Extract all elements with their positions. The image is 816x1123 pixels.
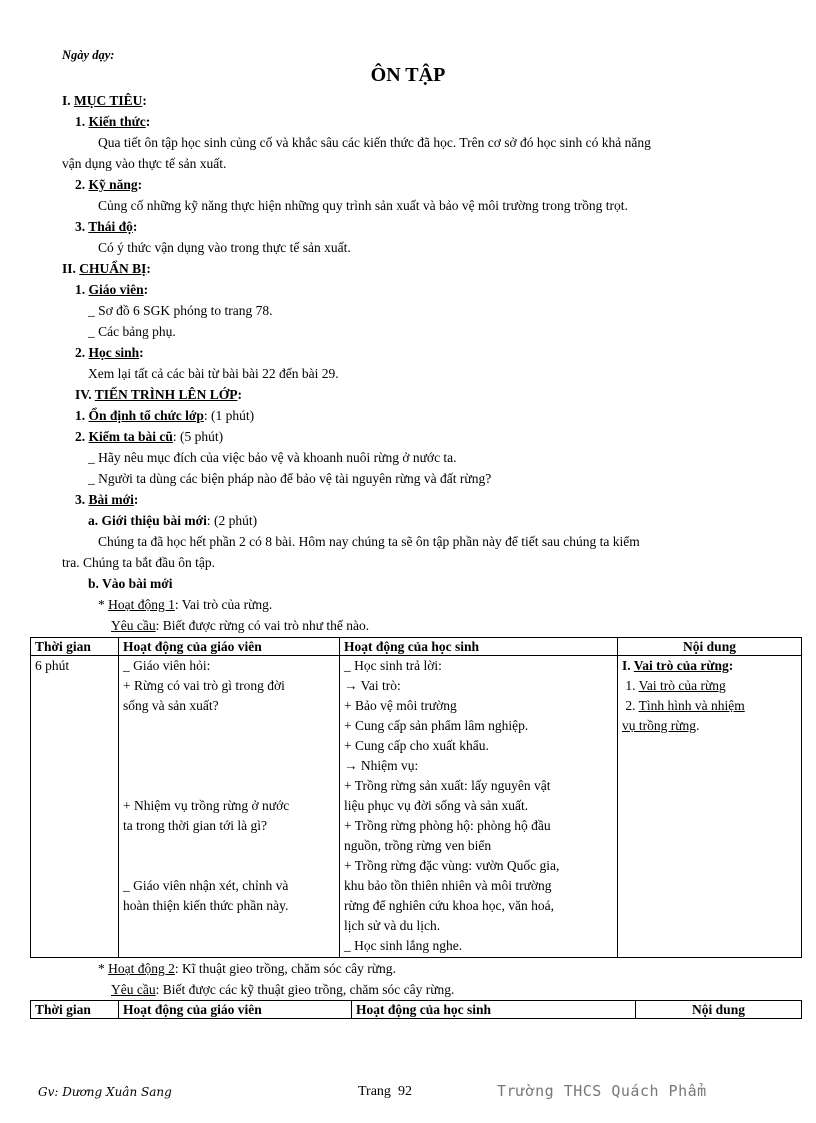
student-line: khu bảo tồn thiên nhiên và môi trường — [344, 878, 552, 893]
gioi-thieu-text-2: tra. Chúng ta bắt đầu ôn tập. — [62, 555, 215, 570]
heading-giao-vien: 1. Giáo viên: — [75, 282, 149, 297]
content-item-2-cont: vụ trồng rừng. — [622, 718, 700, 733]
student-line: + Trồng rừng phòng hộ: phòng hộ đầu — [344, 818, 551, 833]
student-line: lịch sử và du lịch. — [344, 918, 441, 933]
teacher-line: + Rừng có vai trò gì trong đời — [123, 678, 285, 693]
student-line: liệu phục vụ đời sống và sản xuất. — [344, 798, 529, 813]
gioi-thieu-line: a. Giới thiệu bài mới: (2 phút) — [88, 513, 258, 528]
kien-thuc-line-2: vận dụng vào thực tế sản xuất. — [62, 156, 227, 171]
cell-content — [618, 656, 802, 958]
gioi-thieu-text-1: Chúng ta đã học hết phần 2 có 8 bài. Hôm nay chúng ta sẽ ôn tập phần này để tiết sau chúng ta kiểm — [98, 534, 640, 549]
teacher-line: _ Giáo viên hỏi: — [123, 658, 211, 673]
header-teacher: Hoạt động của giáo viên — [119, 638, 340, 656]
header-content: Nội dung — [636, 1001, 802, 1019]
giao-vien-item-2: _ Các bảng phụ. — [88, 324, 176, 339]
teacher-line: sống và sản xuất? — [123, 698, 219, 713]
header-teacher: Hoạt động của giáo viên — [119, 1001, 352, 1019]
teacher-line: + Nhiệm vụ trồng rừng ở nước — [123, 798, 290, 813]
student-line: → Vai trò: — [344, 678, 401, 693]
yeu-cau-2-line: Yêu cầu: Biết được các kỹ thuật gieo trồng, chăm sóc cây rừng. — [111, 982, 455, 997]
yeu-cau-1-line: Yêu cầu: Biết được rừng có vai trò như thế nào. — [111, 618, 370, 633]
heading-hoc-sinh: 2. Học sinh: — [75, 345, 144, 360]
date-label: Ngày dạy: — [62, 48, 115, 62]
spacer — [123, 716, 335, 756]
spacer — [123, 756, 335, 796]
thai-do-text: Có ý thức vận dụng vào trong thực tế sản xuất. — [98, 240, 351, 255]
heading-kien-thuc: 1. Kiến thức: — [75, 114, 151, 129]
teacher-line: _ Giáo viên nhận xét, chỉnh và — [123, 878, 289, 893]
student-line: + Bảo vệ môi trường — [344, 698, 457, 713]
header-time: Thời gian — [31, 1001, 119, 1019]
spacer — [123, 836, 335, 876]
student-line: _ Học sinh lắng nghe. — [344, 938, 463, 953]
hoc-sinh-text: Xem lại tất cả các bài từ bài bài 22 đến bài 29. — [88, 366, 339, 381]
teacher-line: hoàn thiện kiến thức phần này. — [123, 898, 289, 913]
student-line: → Nhiệm vụ: — [344, 758, 419, 773]
header-time: Thời gian — [31, 638, 119, 656]
footer-teacher-signature: Gv: Dương Xuân Sang — [38, 1085, 172, 1099]
page-number: Trang 92 — [358, 1084, 412, 1099]
student-line: + Trồng rừng đặc vùng: vườn Quốc gia, — [344, 858, 560, 873]
content-title: I. Vai trò của rừng: — [622, 658, 734, 673]
cell-time: 6 phút — [31, 656, 119, 958]
student-line: + Trồng rừng sản xuất: lấy nguyên vật — [344, 778, 551, 793]
vao-bai-moi-heading: b. Vào bài mới — [88, 576, 173, 591]
heading-bai-moi: 3. Bài mới: — [75, 492, 139, 507]
header-content: Nội dung — [618, 638, 802, 656]
hoat-dong-2-line: * Hoạt động 2: Kĩ thuật gieo trồng, chăm sóc cây rừng. — [98, 961, 396, 976]
giao-vien-item-1: _ Sơ đồ 6 SGK phóng to trang 78. — [88, 303, 273, 318]
section-2-heading: II. CHUẨN BỊ: — [62, 261, 151, 276]
content-item-2: 2. Tình hình và nhiệm — [625, 698, 745, 713]
kiem-tra-question-1: _ Hãy nêu mục đích của việc bảo vệ và khoanh nuôi rừng ở nước ta. — [88, 450, 457, 465]
section-1-heading: I. MỤC TIÊU: — [62, 93, 147, 108]
on-dinh-line: 1. Ổn định tổ chức lớp: (1 phút) — [75, 408, 255, 423]
footer-school-name: Trường THCS Quách Phẩm — [497, 1082, 707, 1100]
table-row — [31, 656, 802, 958]
student-line: rừng để nghiên cứu khoa học, văn hoá, — [344, 898, 554, 913]
teacher-line: ta trong thời gian tới là gì? — [123, 818, 267, 833]
header-student: Hoạt động của học sinh — [340, 638, 618, 656]
section-4-heading: IV. TIẾN TRÌNH LÊN LỚP: — [75, 387, 242, 402]
hoat-dong-1-line: * Hoạt động 1: Vai trò của rừng. — [98, 597, 273, 612]
lesson-table-1 — [30, 637, 802, 958]
student-line: _ Học sinh trả lời: — [344, 658, 442, 673]
cell-teacher-activity — [119, 656, 340, 958]
student-line: + Cung cấp sản phẩm lâm nghiệp. — [344, 718, 529, 733]
heading-ky-nang: 2. Kỹ năng: — [75, 177, 143, 192]
student-line: + Cung cấp cho xuất khẩu. — [344, 738, 489, 753]
kiem-tra-line: 2. Kiểm ta bài cũ: (5 phút) — [75, 429, 224, 444]
header-student: Hoạt động của học sinh — [352, 1001, 636, 1019]
page-title: ÔN TẬP — [370, 64, 446, 86]
kiem-tra-question-2: _ Người ta dùng các biện pháp nào để bảo vệ tài nguyên rừng và đất rừng? — [88, 471, 492, 486]
heading-thai-do: 3. Thái độ: — [75, 219, 138, 234]
cell-student-activity — [340, 656, 618, 958]
content-item-1: 1. Vai trò của rừng — [625, 678, 726, 693]
kien-thuc-line-1: Qua tiết ôn tập học sinh củng cố và khắc sâu các kiến thức đã học. Trên cơ sở đó học sinh có khả năng — [98, 135, 651, 150]
student-line: nguồn, trồng rừng ven biển — [344, 838, 492, 853]
table-header-row — [31, 1001, 802, 1019]
table-header-row — [31, 638, 802, 656]
ky-nang-text: Củng cố những kỹ năng thực hiện những quy trình sản xuất và bảo vệ môi trường trong trồng trọt. — [98, 198, 628, 213]
lesson-table-2 — [30, 1000, 802, 1019]
